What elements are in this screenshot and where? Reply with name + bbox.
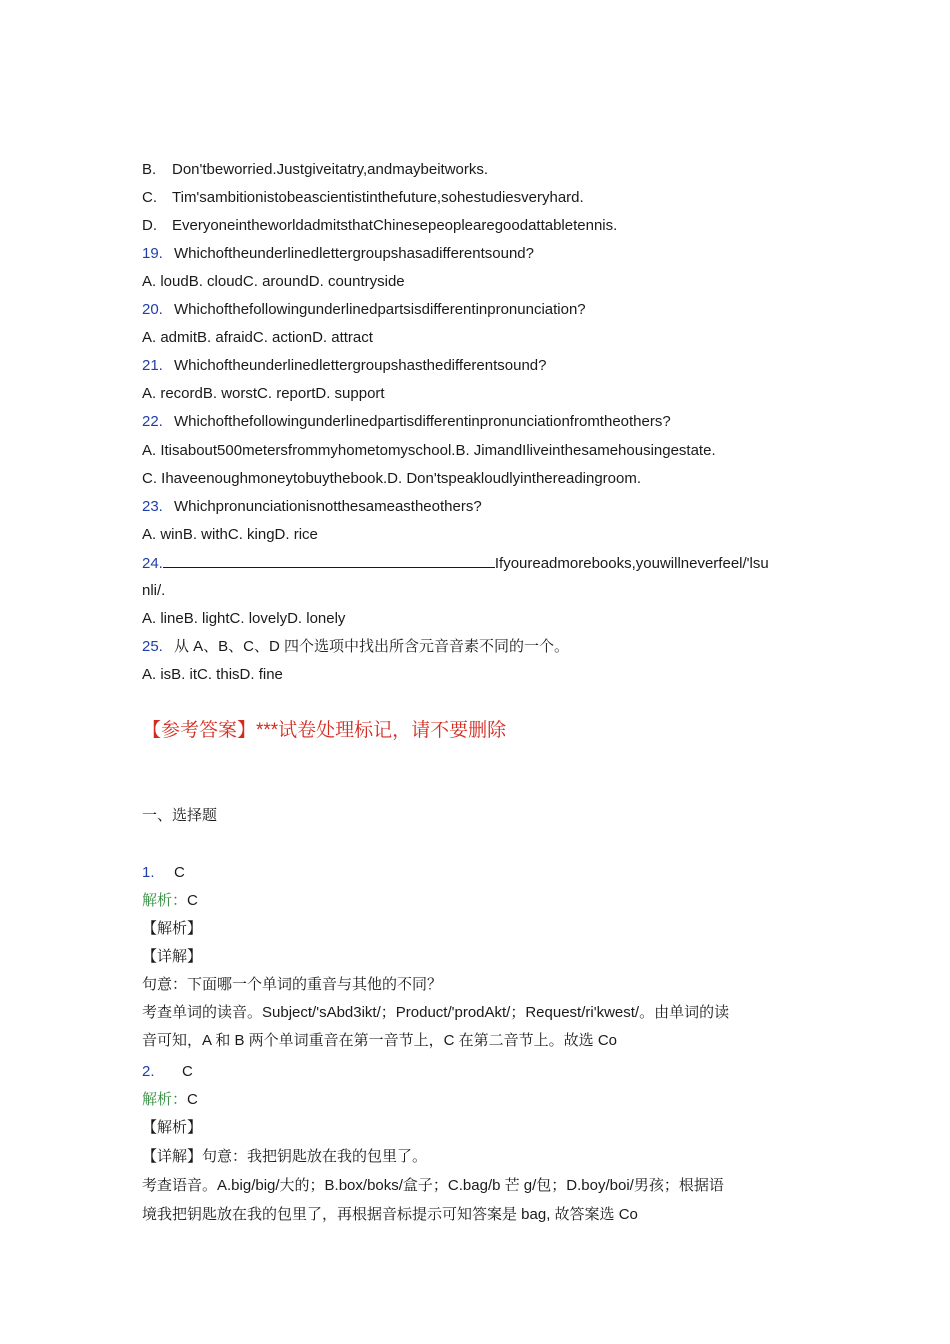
question-text: 从 A、B、C、D 四个选项中找出所含元音音素不同的一个。: [174, 638, 570, 655]
question-21: [142, 356, 546, 376]
question-24-continued: nli/.: [142, 582, 166, 599]
question-text: Whichofthefollowingunderlinedpartisdifferentinpronunciationfromtheothers?: [174, 413, 671, 430]
option-line-b: [142, 160, 488, 180]
answer-1-line-2: 考查单词的读音。Subject/'sAbd3ikt/；Product/'prodAkt/；Request/ri'kwest/。由单词的读: [142, 1004, 730, 1021]
question-text: Ifyoureadmorebooks,youwillneverfeel/'lsu: [494, 555, 769, 572]
question-19-options: A. loudB. cloudC. aroundD. countryside: [142, 273, 405, 290]
analysis-value: C: [187, 1091, 198, 1108]
question-number: 19.: [142, 245, 163, 262]
question-25-options: A. isB. itC. thisD. fine: [142, 666, 283, 683]
option-letter: C.: [142, 189, 157, 206]
question-22-options: A. Itisabout500metersfrommyhometomyschool.B. JimandIliveinthesamehousingestate.: [142, 442, 716, 459]
option-text: EveryoneintheworldadmitsthatChinesepeoplearegoodattabletennis.: [172, 217, 618, 234]
question-23-options: A. winB. withC. kingD. rice: [142, 526, 318, 543]
answer-1-line-1: 句意：下面哪一个单词的重音与其他的不同？: [142, 976, 443, 993]
question-20-options: A. admitB. afraidC. actionD. attract: [142, 329, 373, 346]
answer-number: 1.: [142, 864, 155, 881]
question-24-options: A. lineB. lightC. lovelyD. lonely: [142, 610, 346, 627]
option-text: Don'tbeworried.Justgiveitatry,andmaybeitworks.: [172, 161, 489, 178]
option-letter: B.: [142, 161, 157, 178]
question-number: 22.: [142, 413, 163, 430]
answer-1: [142, 863, 185, 883]
answer-2-analysis: [142, 1090, 198, 1110]
question-24: [142, 553, 769, 574]
option-text: Tim'sambitionistobeascientistinthefuture,sohestudiesveryhard.: [172, 189, 584, 206]
option-line-c: [142, 188, 584, 208]
question-21-options: A. recordB. worstC. reportD. support: [142, 385, 385, 402]
answer-1-line-3: 音可知，A 和 B 两个单词重音在第一音节上，C 在第二音节上。故选 Co: [142, 1032, 618, 1049]
question-text: Whichpronunciationisnotthesameastheothers?: [174, 498, 482, 515]
answer-value: C: [174, 864, 185, 881]
question-20: [142, 300, 586, 320]
question-23: [142, 497, 482, 517]
question-19: [142, 244, 534, 264]
answer-2-tag-analysis: 【解析】: [142, 1119, 203, 1136]
question-number: 21.: [142, 357, 163, 374]
answer-key-header: 【参考答案】***试卷处理标记，请不要删除: [142, 720, 507, 741]
answer-2-line-3: 境我把钥匙放在我的包里了，再根据音标提示可知答案是 bag, 故答案选 Co: [142, 1206, 638, 1223]
answer-1-tag-analysis: 【解析】: [142, 920, 203, 937]
option-line-d: [142, 216, 617, 236]
question-25: [142, 637, 569, 657]
answer-1-tag-detail: 【详解】: [142, 948, 203, 965]
analysis-label: 解析：: [142, 892, 188, 909]
option-letter: D.: [142, 217, 157, 234]
question-number: 25.: [142, 638, 163, 655]
answer-1-analysis: [142, 891, 198, 911]
question-number: 23.: [142, 498, 163, 515]
question-text: Whichofthefollowingunderlinedpartsisdifferentinpronunciation?: [174, 301, 586, 318]
question-text: Whichoftheunderlinedlettergroupshasthedifferentsound?: [174, 357, 547, 374]
question-22-options-2: C. Ihaveenoughmoneytobuythebook.D. Don'tspeakloudlyinthereadingroom.: [142, 470, 642, 487]
answer-2: [142, 1062, 193, 1082]
answer-value: C: [182, 1063, 193, 1080]
question-number: 24.: [142, 555, 163, 572]
question-number: 20.: [142, 301, 163, 318]
section-title: 一、选择题: [142, 807, 218, 824]
answer-2-line-2: 考查语音。A.big/big/大的；B.box/boks/盒子；C.bag/b 芒 g/包；D.boy/boi/男孩；根据语: [142, 1177, 724, 1194]
answer-blank[interactable]: [163, 553, 495, 568]
answer-number: 2.: [142, 1063, 155, 1080]
question-text: Whichoftheunderlinedlettergroupshasadifferentsound?: [174, 245, 534, 262]
analysis-value: C: [187, 892, 198, 909]
question-22: [142, 412, 671, 432]
answer-2-line-1: 【详解】句意：我把钥匙放在我的包里了。: [142, 1148, 428, 1165]
analysis-label: 解析：: [142, 1091, 188, 1108]
